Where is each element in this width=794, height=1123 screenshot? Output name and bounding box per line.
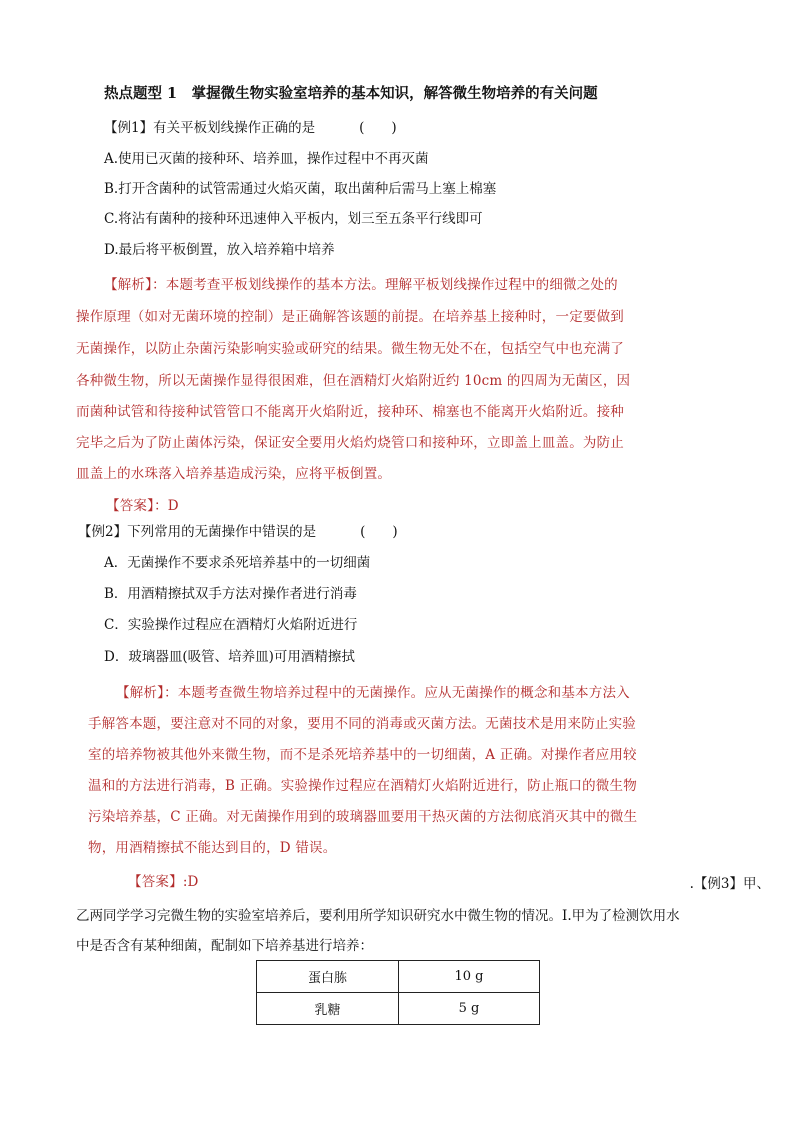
example1-option-a: A.使用已灭菌的接种环、培养皿，操作过程中不再灭菌 bbox=[104, 151, 429, 167]
example2-stem bbox=[78, 520, 398, 540]
example2-analysis-line: 污染培养基，C 正确。对无菌操作用到的玻璃器皿要用干热灭菌的方法彻底消灭其中的微生 bbox=[88, 809, 638, 825]
example2-analysis-line: 手解答本题，要注意对不同的对象，要用不同的消毒或灭菌方法。无菌技术是用来防止实验 bbox=[88, 716, 636, 732]
example1-analysis-line: 完毕之后为了防止菌体污染，保证安全要用火焰灼烧管口和接种环，立即盖上皿盖。为防止 bbox=[76, 435, 624, 451]
example2-analysis-line bbox=[116, 681, 630, 701]
medium-composition-table bbox=[256, 960, 540, 1025]
example2-analysis-text: ：本题考查微生物培养过程中的无菌操作。应从无菌操作的概念和基本方法入 bbox=[164, 685, 630, 701]
example1-stem-text: 【例1】有关平板划线操作正确的是 bbox=[104, 120, 316, 136]
example1-option-c: C.将沾有菌种的接种环迅速伸入平板内，划三至五条平行线即可 bbox=[104, 211, 483, 227]
example2-stem-text: 【例2】下列常用的无菌操作中错误的是 bbox=[78, 524, 317, 540]
table-cell-amount: 5 g bbox=[399, 993, 540, 1025]
example2-option-b: B．用酒精擦拭双手方法对操作者进行消毒 bbox=[104, 586, 357, 602]
example1-analysis-line: 操作原理（如对无菌环境的控制）是正确解答该题的前提。在培养基上接种时，一定要做到 bbox=[76, 309, 624, 325]
example1-analysis-line: 而菌种试管和待接种试管管口不能离开火焰附近，接种环、棉塞也不能离开火焰附近。接种 bbox=[76, 404, 624, 420]
table-cell-ingredient: 乳糖 bbox=[257, 993, 399, 1025]
example3-text-line: 乙两同学学习完微生物的实验室培养后，要利用所学知识研究水中微生物的情况。Ⅰ.甲为了检测饮用水 bbox=[76, 908, 680, 924]
example1-analysis-line: 皿盖上的水珠落入培养基造成污染，应将平板倒置。 bbox=[76, 466, 392, 482]
section-heading: 热点题型 1 掌握微生物实验室培养的基本知识，解答微生物培养的有关问题 bbox=[104, 85, 598, 102]
example2-analysis-line: 物，用酒精擦拭不能达到目的，D 错误。 bbox=[88, 840, 337, 856]
example1-analysis-text: ：本题考查平板划线操作的基本方法。理解平板划线操作过程中的细微之处的 bbox=[152, 277, 618, 293]
example3-text-line: 中是否含有某种细菌，配制如下培养基进行培养： bbox=[76, 938, 373, 954]
example1-analysis-line: 各种微生物，所以无菌操作显得很困难，但在酒精灯火焰附近约 10cm 的四周为无菌区，因 bbox=[76, 373, 631, 389]
table-cell-ingredient: 蛋白胨 bbox=[257, 961, 399, 993]
example1-answer-value: ：D bbox=[154, 498, 179, 514]
example2-option-a: A．无菌操作不要求杀死培养基中的一切细菌 bbox=[104, 555, 371, 571]
example1-stem bbox=[104, 116, 397, 136]
example1-answer bbox=[106, 494, 179, 514]
example2-answer-label: 【答案】 bbox=[128, 874, 183, 890]
example2-analysis-label: 【解析】 bbox=[116, 685, 165, 701]
example2-answer-blank: ( ) bbox=[360, 524, 398, 540]
example2-answer-value: :D bbox=[182, 874, 199, 890]
table-cell-amount: 10 g bbox=[399, 961, 540, 993]
table-row bbox=[257, 993, 540, 1025]
example1-analysis-line bbox=[104, 273, 618, 293]
example2-option-d: D．玻璃器皿(吸管、培养皿)可用酒精擦拭 bbox=[104, 649, 355, 665]
example1-answer-label: 【答案】 bbox=[106, 498, 155, 514]
example1-answer-blank: ( ) bbox=[359, 120, 397, 136]
table-row bbox=[257, 961, 540, 993]
example2-analysis-line: 室的培养物被其他外来微生物，而不是杀死培养基中的一切细菌，A 正确。对操作者应用较 bbox=[88, 747, 637, 763]
example2-answer bbox=[128, 870, 199, 890]
example3-stem-start: .【例3】甲、 bbox=[689, 876, 770, 892]
example1-analysis-line: 无菌操作，以防止杂菌污染影响实验或研究的结果。微生物无处不在，包括空气中也充满了 bbox=[76, 341, 624, 357]
example1-analysis-label: 【解析】 bbox=[104, 277, 153, 293]
example1-option-b: B.打开含菌种的试管需通过火焰灭菌，取出菌种后需马上塞上棉塞 bbox=[104, 181, 497, 197]
example2-analysis-line: 温和的方法进行消毒，B 正确。实验操作过程应在酒精灯火焰附近进行，防止瓶口的微生物 bbox=[88, 778, 637, 794]
example1-option-d: D.最后将平板倒置，放入培养箱中培养 bbox=[104, 242, 335, 258]
example2-option-c: C．实验操作过程应在酒精灯火焰附近进行 bbox=[104, 617, 358, 633]
